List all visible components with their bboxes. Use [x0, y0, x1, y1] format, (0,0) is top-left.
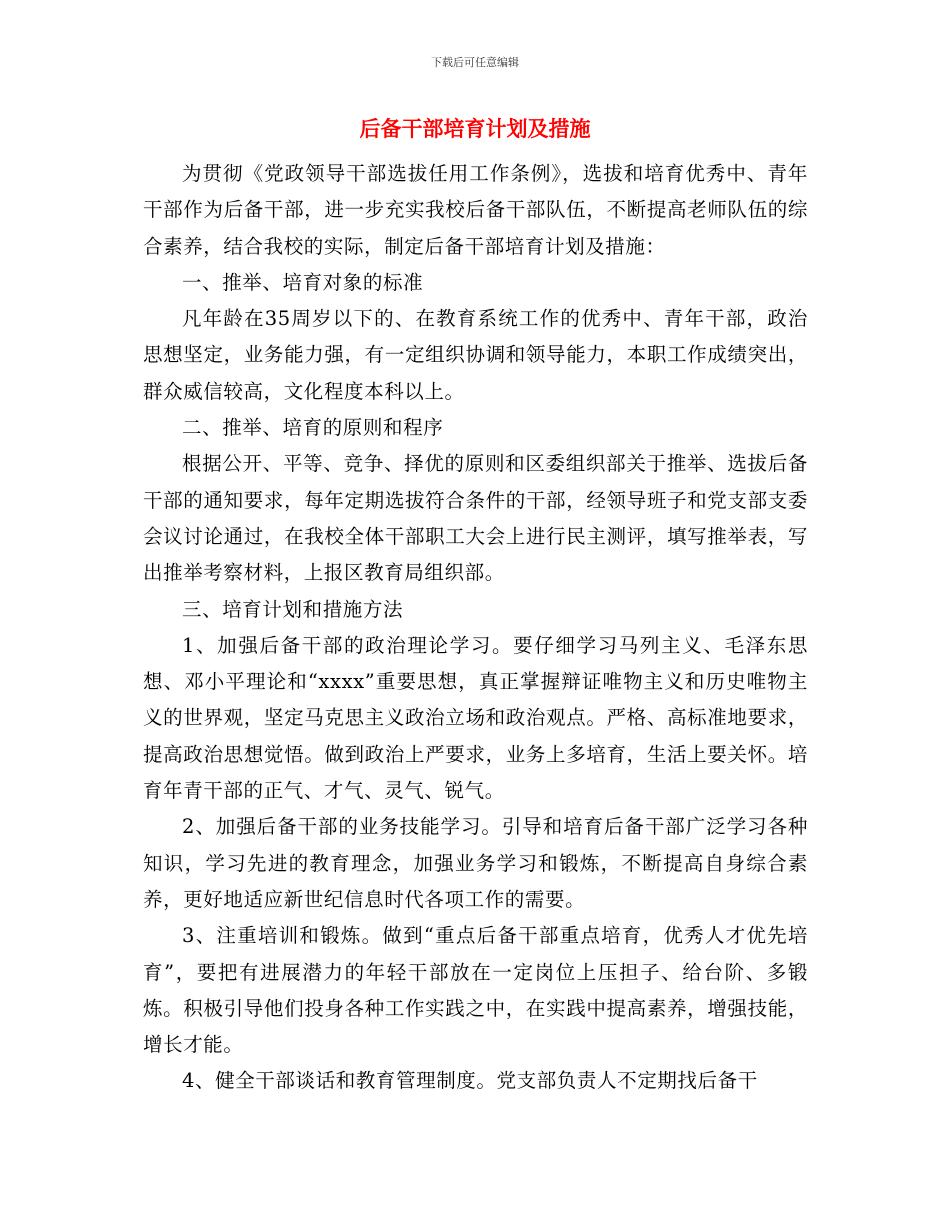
section-heading-3: 三、培育计划和措施方法 [182, 597, 404, 621]
paragraph-item-1: 1、加强后备干部的政治理论学习。要仔细学习马列主义、毛泽东思想、邓小平理论和“xxxx”重要思想，真正掌握辩证唯物主义和历史唯物主义的世界观，坚定马克思主义政治立场和政治观点。严格、高标准地要求，提高政治思想觉悟。做到政治上严要求，业务上多培育，生活上要关怀。培育年青干部的正气、才气、灵气、锐气。 [143, 633, 808, 803]
document-body [143, 156, 808, 1100]
document-title: 后备干部培育计划及措施 [359, 117, 591, 141]
paragraph-item-3: 3、注重培训和锻炼。做到“重点后备干部重点培育，优秀人才优先培育”，要把有进展潜力的年轻干部放在一定岗位上压担子、给台阶、多锻炼。积极引导他们投身各种工作实践之中，在实践中提高素养，增强技能，增长才能。 [143, 924, 808, 1057]
paragraph-item-2: 2、加强后备干部的业务技能学习。引导和培育后备干部广泛学习各种知识，学习先进的教育理念，加强业务学习和锻炼，不断提高自身综合素养，更好地适应新世纪信息时代各项工作的需要。 [143, 815, 808, 911]
section-heading-1: 一、推举、培育对象的标准 [182, 270, 424, 294]
paragraph: 凡年龄在35周岁以下的、在教育系统工作的优秀中、青年干部，政治思想坚定，业务能力强，有一定组织协调和领导能力，本职工作成绩突出，群众威信较高，文化程度本科以上。 [143, 307, 808, 403]
paragraph-intro: 为贯彻《党政领导干部选拔任用工作条例》，选拔和培育优秀中、青年干部作为后备干部，进一步充实我校后备干部队伍，不断提高老师队伍的综合素养，结合我校的实际，制定后备干部培育计划及措施： [143, 162, 808, 258]
paragraph: 根据公开、平等、竞争、择优的原则和区委组织部关于推举、选拔后备干部的通知要求，每年定期选拔符合条件的干部，经领导班子和党支部支委会议讨论通过，在我校全体干部职工大会上进行民主测评，填写推举表，写出推举考察材料，上报区教育局组织部。 [143, 452, 808, 585]
page-header: 下载后可任意编辑 [431, 56, 519, 69]
section-heading-2: 二、推举、培育的原则和程序 [182, 416, 444, 440]
paragraph-item-4: 4、健全干部谈话和教育管理制度。党支部负责人不定期找后备干 [182, 1069, 758, 1093]
